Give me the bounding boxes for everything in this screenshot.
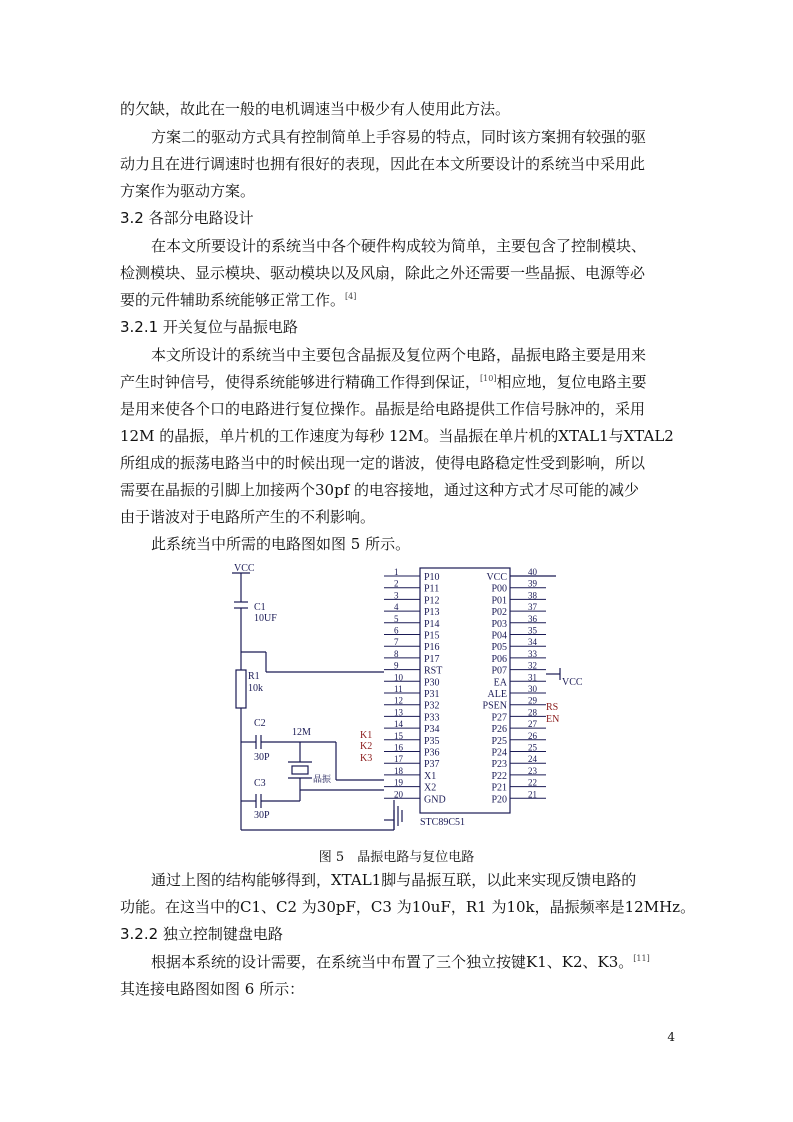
k2-label: K2	[360, 741, 373, 752]
pin-name: P03	[491, 618, 507, 630]
pin-name: P22	[491, 770, 507, 782]
text-span: 相应地，复位电路主要	[496, 373, 647, 391]
text-span: 要的元件辅助系统能够正常工作。	[120, 291, 346, 309]
pin-number: 17	[394, 754, 403, 765]
pin-name: X1	[424, 770, 437, 782]
pin-number: 24	[528, 754, 537, 765]
pin-number: 30	[528, 684, 537, 694]
pin-name: P11	[424, 583, 440, 595]
pin-name: P37	[424, 759, 440, 771]
vcc-label: VCC	[234, 563, 255, 574]
r1-value: 10k	[248, 683, 263, 694]
pin-number: 4	[394, 602, 399, 613]
figure-caption: 图 5 晶振电路与复位电路	[318, 850, 475, 865]
text-line: 其连接电路图如图 6 所示：	[120, 980, 305, 998]
section-heading: 3.2.1 开关复位与晶振电路	[120, 318, 298, 336]
text-line: 需要在晶振的引脚上加接两个30pf 的电容接地，通过这种方式才尽可能的减少	[120, 481, 640, 499]
pin-name: P20	[491, 794, 507, 806]
pin-name: P26	[491, 724, 507, 736]
pin-number: 16	[394, 742, 403, 753]
pin-number: 8	[394, 648, 399, 659]
pin-number: 31	[528, 672, 537, 683]
pin-number: 21	[528, 789, 537, 800]
pin-number: 20	[394, 789, 403, 800]
text-line: 方案作为驱动方案。	[120, 182, 256, 200]
citation-ref: [4]	[345, 292, 357, 301]
pin-name: P14	[424, 618, 440, 630]
pin-name: P23	[491, 759, 507, 771]
pin-name: P21	[491, 782, 507, 794]
text-span: 根据本系统的设计需要，在系统当中布置了三个独立按键K1、K2、K3。	[151, 953, 634, 971]
text-line: 此系统当中所需的电路图如图 5 所示。	[151, 535, 411, 553]
r1-label: R1	[248, 671, 260, 682]
text-line: 的欠缺，故此在一般的电机调速当中极少有人使用此方法。	[120, 100, 511, 118]
pin-number: 32	[528, 660, 537, 671]
en-label: EN	[546, 714, 560, 725]
pin-number: 33	[528, 648, 537, 659]
pin-name: P06	[491, 653, 507, 665]
pin-name: P01	[491, 595, 507, 607]
pin-number: 35	[528, 625, 537, 636]
pin-name: ALE	[487, 689, 507, 700]
pin-number: 38	[528, 590, 537, 601]
pin-name: P17	[424, 653, 440, 665]
circuit-figure	[226, 558, 586, 840]
pin-number: 6	[394, 625, 399, 636]
text-line: 检测模块、显示模块、驱动模块以及风扇，除此之外还需要一些晶振、电源等必	[120, 264, 646, 282]
text-line: 通过上图的结构能够得到，XTAL1脚与晶振互联，以此来实现反馈电路的	[151, 871, 637, 889]
c2-label: C2	[254, 718, 266, 729]
pin-name: EA	[493, 677, 507, 689]
citation-ref: [10]	[480, 374, 497, 383]
pin-name: P24	[491, 747, 507, 759]
pin-number: 27	[528, 719, 537, 730]
pin-number: 7	[394, 637, 399, 648]
pin-name: P30	[424, 677, 440, 689]
text-line: 方案二的驱动方式具有控制简单上手容易的特点，同时该方案拥有较强的驱	[151, 128, 647, 146]
c3-label: C3	[254, 778, 266, 789]
text-line: 12M 的晶振，单片机的工作速度为每秒 12M。当晶振在单片机的XTAL1与XTAL2	[120, 427, 674, 445]
text-line: 所组成的振荡电路当中的时候出现一定的谐波，使得电路稳定性受到影响，所以	[120, 454, 646, 472]
rs-label: RS	[546, 702, 559, 713]
text-line: 由于谐波对于电路所产生的不利影响。	[120, 508, 376, 526]
pin-number: 2	[394, 578, 399, 589]
pin-number: 36	[528, 613, 537, 624]
pin-name: P07	[491, 665, 507, 677]
pin-number: 12	[394, 695, 403, 706]
pin-number: 40	[528, 567, 537, 577]
pin-name: P00	[491, 583, 507, 595]
crystal-body	[292, 766, 308, 774]
pin-name: P05	[491, 642, 507, 654]
pin-name: P34	[424, 724, 440, 736]
pin-number: 18	[394, 765, 403, 776]
k3-label: K3	[360, 753, 373, 764]
pin-number: 22	[528, 777, 537, 788]
pin-number: 19	[394, 777, 403, 788]
pin-number: 13	[394, 707, 403, 718]
pin-number: 14	[394, 719, 403, 730]
text-line	[120, 372, 646, 392]
pin-name: P04	[491, 630, 507, 642]
text-line: 在本文所要设计的系统当中各个硬件构成较为简单，主要包含了控制模块、	[151, 237, 647, 255]
text-line	[120, 290, 356, 310]
pin-name: P02	[491, 607, 507, 619]
pin-number: 10	[394, 672, 403, 683]
k1-label: K1	[360, 730, 373, 741]
pin-layer	[384, 567, 546, 805]
pin-name: P16	[424, 642, 440, 654]
pin-number: 25	[528, 742, 537, 753]
text-line: 动力且在进行调速时也拥有很好的表现，因此在本文所要设计的系统当中采用此	[120, 155, 646, 173]
citation-ref: [11]	[633, 954, 650, 963]
pin-number: 29	[528, 695, 537, 706]
section-heading: 3.2.2 独立控制键盘电路	[120, 925, 283, 943]
text-line: 本文所设计的系统当中主要包含晶振及复位两个电路，晶振电路主要是用来	[151, 346, 647, 364]
pin-name: P10	[424, 572, 440, 583]
pin-name: P31	[424, 689, 440, 700]
pin-name: RST	[424, 665, 443, 677]
pin-name: PSEN	[482, 700, 507, 712]
pin-name: VCC	[486, 572, 507, 583]
text-line	[151, 952, 650, 972]
pin-name: P13	[424, 607, 440, 619]
crystal-label: 晶振	[313, 774, 332, 784]
pin-number: 34	[528, 637, 537, 648]
pin-name: GND	[424, 794, 446, 806]
c1-label: C1	[254, 602, 266, 613]
r1-resistor	[236, 670, 246, 708]
pin-name: P36	[424, 747, 440, 759]
c1-value: 10UF	[254, 613, 277, 624]
pin-number: 9	[394, 660, 399, 671]
pin-number: 1	[394, 567, 399, 577]
pin-number: 15	[394, 730, 403, 741]
text-line: 功能。在这当中的C1、C2 为30pF，C3 为10uF，R1 为10k，晶振频率是12MHz。	[120, 898, 696, 916]
pin-number: 37	[528, 602, 537, 613]
chip-name: STC89C51	[420, 817, 466, 828]
pin-name: P15	[424, 630, 440, 642]
pin-number: 28	[528, 707, 537, 718]
ea-vcc-label: VCC	[562, 677, 583, 688]
text-span: 产生时钟信号，使得系统能够进行精确工作得到保证，	[120, 373, 481, 391]
pin-number: 23	[528, 765, 537, 776]
page-number: 4	[667, 1030, 675, 1044]
pin-name: P32	[424, 700, 440, 712]
pin-name: P27	[491, 712, 507, 724]
pin-name: P12	[424, 595, 440, 607]
c3-value: 30P	[254, 810, 270, 821]
crystal-frequency: 12M	[292, 727, 311, 738]
text-line: 是用来使各个口的电路进行复位操作。晶振是给电路提供工作信号脉冲的，采用	[120, 400, 646, 418]
pin-name: P33	[424, 712, 440, 724]
pin-number: 3	[394, 590, 399, 601]
circuit-schematic	[226, 558, 586, 836]
section-heading: 3.2 各部分电路设计	[120, 209, 254, 227]
pin-number: 26	[528, 730, 537, 741]
pin-name: P25	[491, 735, 507, 747]
pin-number: 5	[394, 613, 399, 624]
pin-name: X2	[424, 782, 437, 794]
c2-value: 30P	[254, 752, 270, 763]
pin-number: 39	[528, 578, 537, 589]
pin-name: P35	[424, 735, 440, 747]
pin-number: 11	[394, 684, 403, 694]
